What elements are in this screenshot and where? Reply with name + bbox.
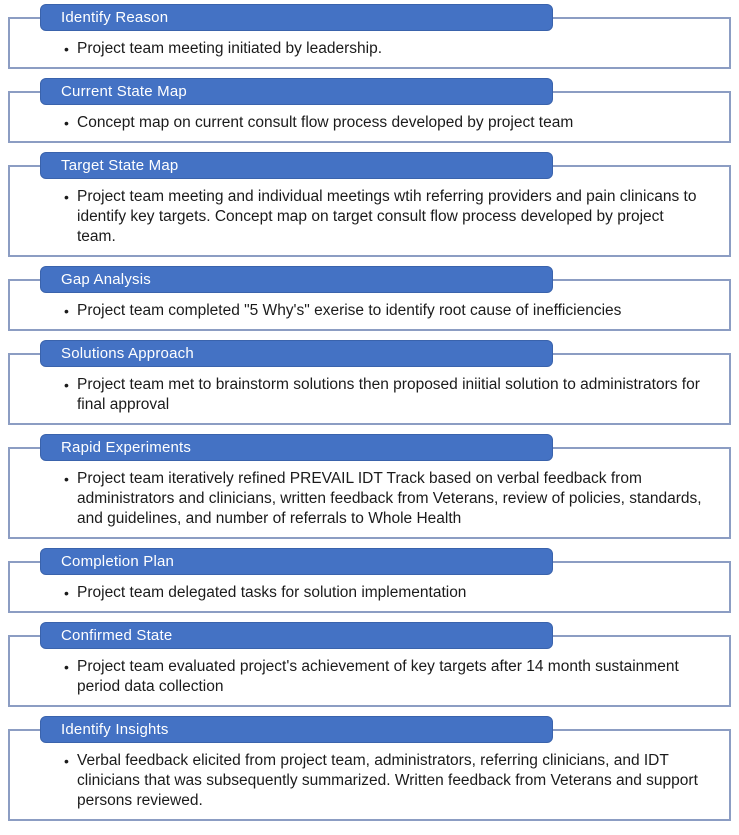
list-item bbox=[64, 657, 703, 697]
bullet-icon: • bbox=[64, 585, 69, 601]
step-identify-reason bbox=[8, 4, 731, 69]
list-item bbox=[64, 751, 703, 811]
step-header: Solutions Approach bbox=[40, 340, 553, 367]
step-description: Concept map on current consult flow process developed by project team bbox=[77, 114, 574, 131]
step-target-state-map bbox=[8, 152, 731, 257]
bullet-icon: • bbox=[64, 377, 69, 393]
step-header: Confirmed State bbox=[40, 622, 553, 649]
step-header: Rapid Experiments bbox=[40, 434, 553, 461]
step-header: Gap Analysis bbox=[40, 266, 553, 293]
bullet-icon: • bbox=[64, 303, 69, 319]
bullet-icon: • bbox=[64, 189, 69, 205]
bullet-icon: • bbox=[64, 115, 69, 131]
step-description: Project team iteratively refined PREVAIL IDT Track based on verbal feedback from administrators and clinicians, written feedback from Veterans, review of policies, standards, and guidelines, and number of referrals to Whole Health bbox=[77, 470, 702, 527]
list-item bbox=[64, 469, 703, 529]
step-description: Project team completed "5 Why's" exerise to identify root cause of inefficiencies bbox=[77, 302, 622, 319]
step-current-state-map bbox=[8, 78, 731, 143]
bullet-icon: • bbox=[64, 753, 69, 769]
step-confirmed-state bbox=[8, 622, 731, 707]
step-description: Project team met to brainstorm solutions then proposed iniitial solution to administrators for final approval bbox=[77, 376, 700, 413]
step-description: Project team evaluated project's achievement of key targets after 14 month sustainment period data collection bbox=[77, 658, 679, 695]
list-item bbox=[64, 583, 703, 603]
step-description: Verbal feedback elicited from project team, administrators, referring clinicians, and IDT clinicians that was subsequently summarized. Written feedback from Veterans and support persons reviewed. bbox=[77, 752, 698, 809]
step-header: Current State Map bbox=[40, 78, 553, 105]
list-item bbox=[64, 375, 703, 415]
step-description: Project team delegated tasks for solution implementation bbox=[77, 584, 467, 601]
step-description: Project team meeting and individual meetings wtih referring providers and pain clinicans to identify key targets. Concept map on target consult flow process developed by project team. bbox=[77, 188, 697, 245]
step-rapid-experiments bbox=[8, 434, 731, 539]
step-header: Identify Insights bbox=[40, 716, 553, 743]
bullet-icon: • bbox=[64, 41, 69, 57]
list-item bbox=[64, 39, 703, 59]
list-item bbox=[64, 187, 703, 247]
step-header: Identify Reason bbox=[40, 4, 553, 31]
step-header: Target State Map bbox=[40, 152, 553, 179]
step-gap-analysis bbox=[8, 266, 731, 331]
step-header: Completion Plan bbox=[40, 548, 553, 575]
step-completion-plan bbox=[8, 548, 731, 613]
step-identify-insights bbox=[8, 716, 731, 821]
bullet-icon: • bbox=[64, 659, 69, 675]
bullet-icon: • bbox=[64, 471, 69, 487]
step-solutions-approach bbox=[8, 340, 731, 425]
list-item bbox=[64, 301, 703, 321]
step-description: Project team meeting initiated by leadership. bbox=[77, 40, 382, 57]
list-item bbox=[64, 113, 703, 133]
